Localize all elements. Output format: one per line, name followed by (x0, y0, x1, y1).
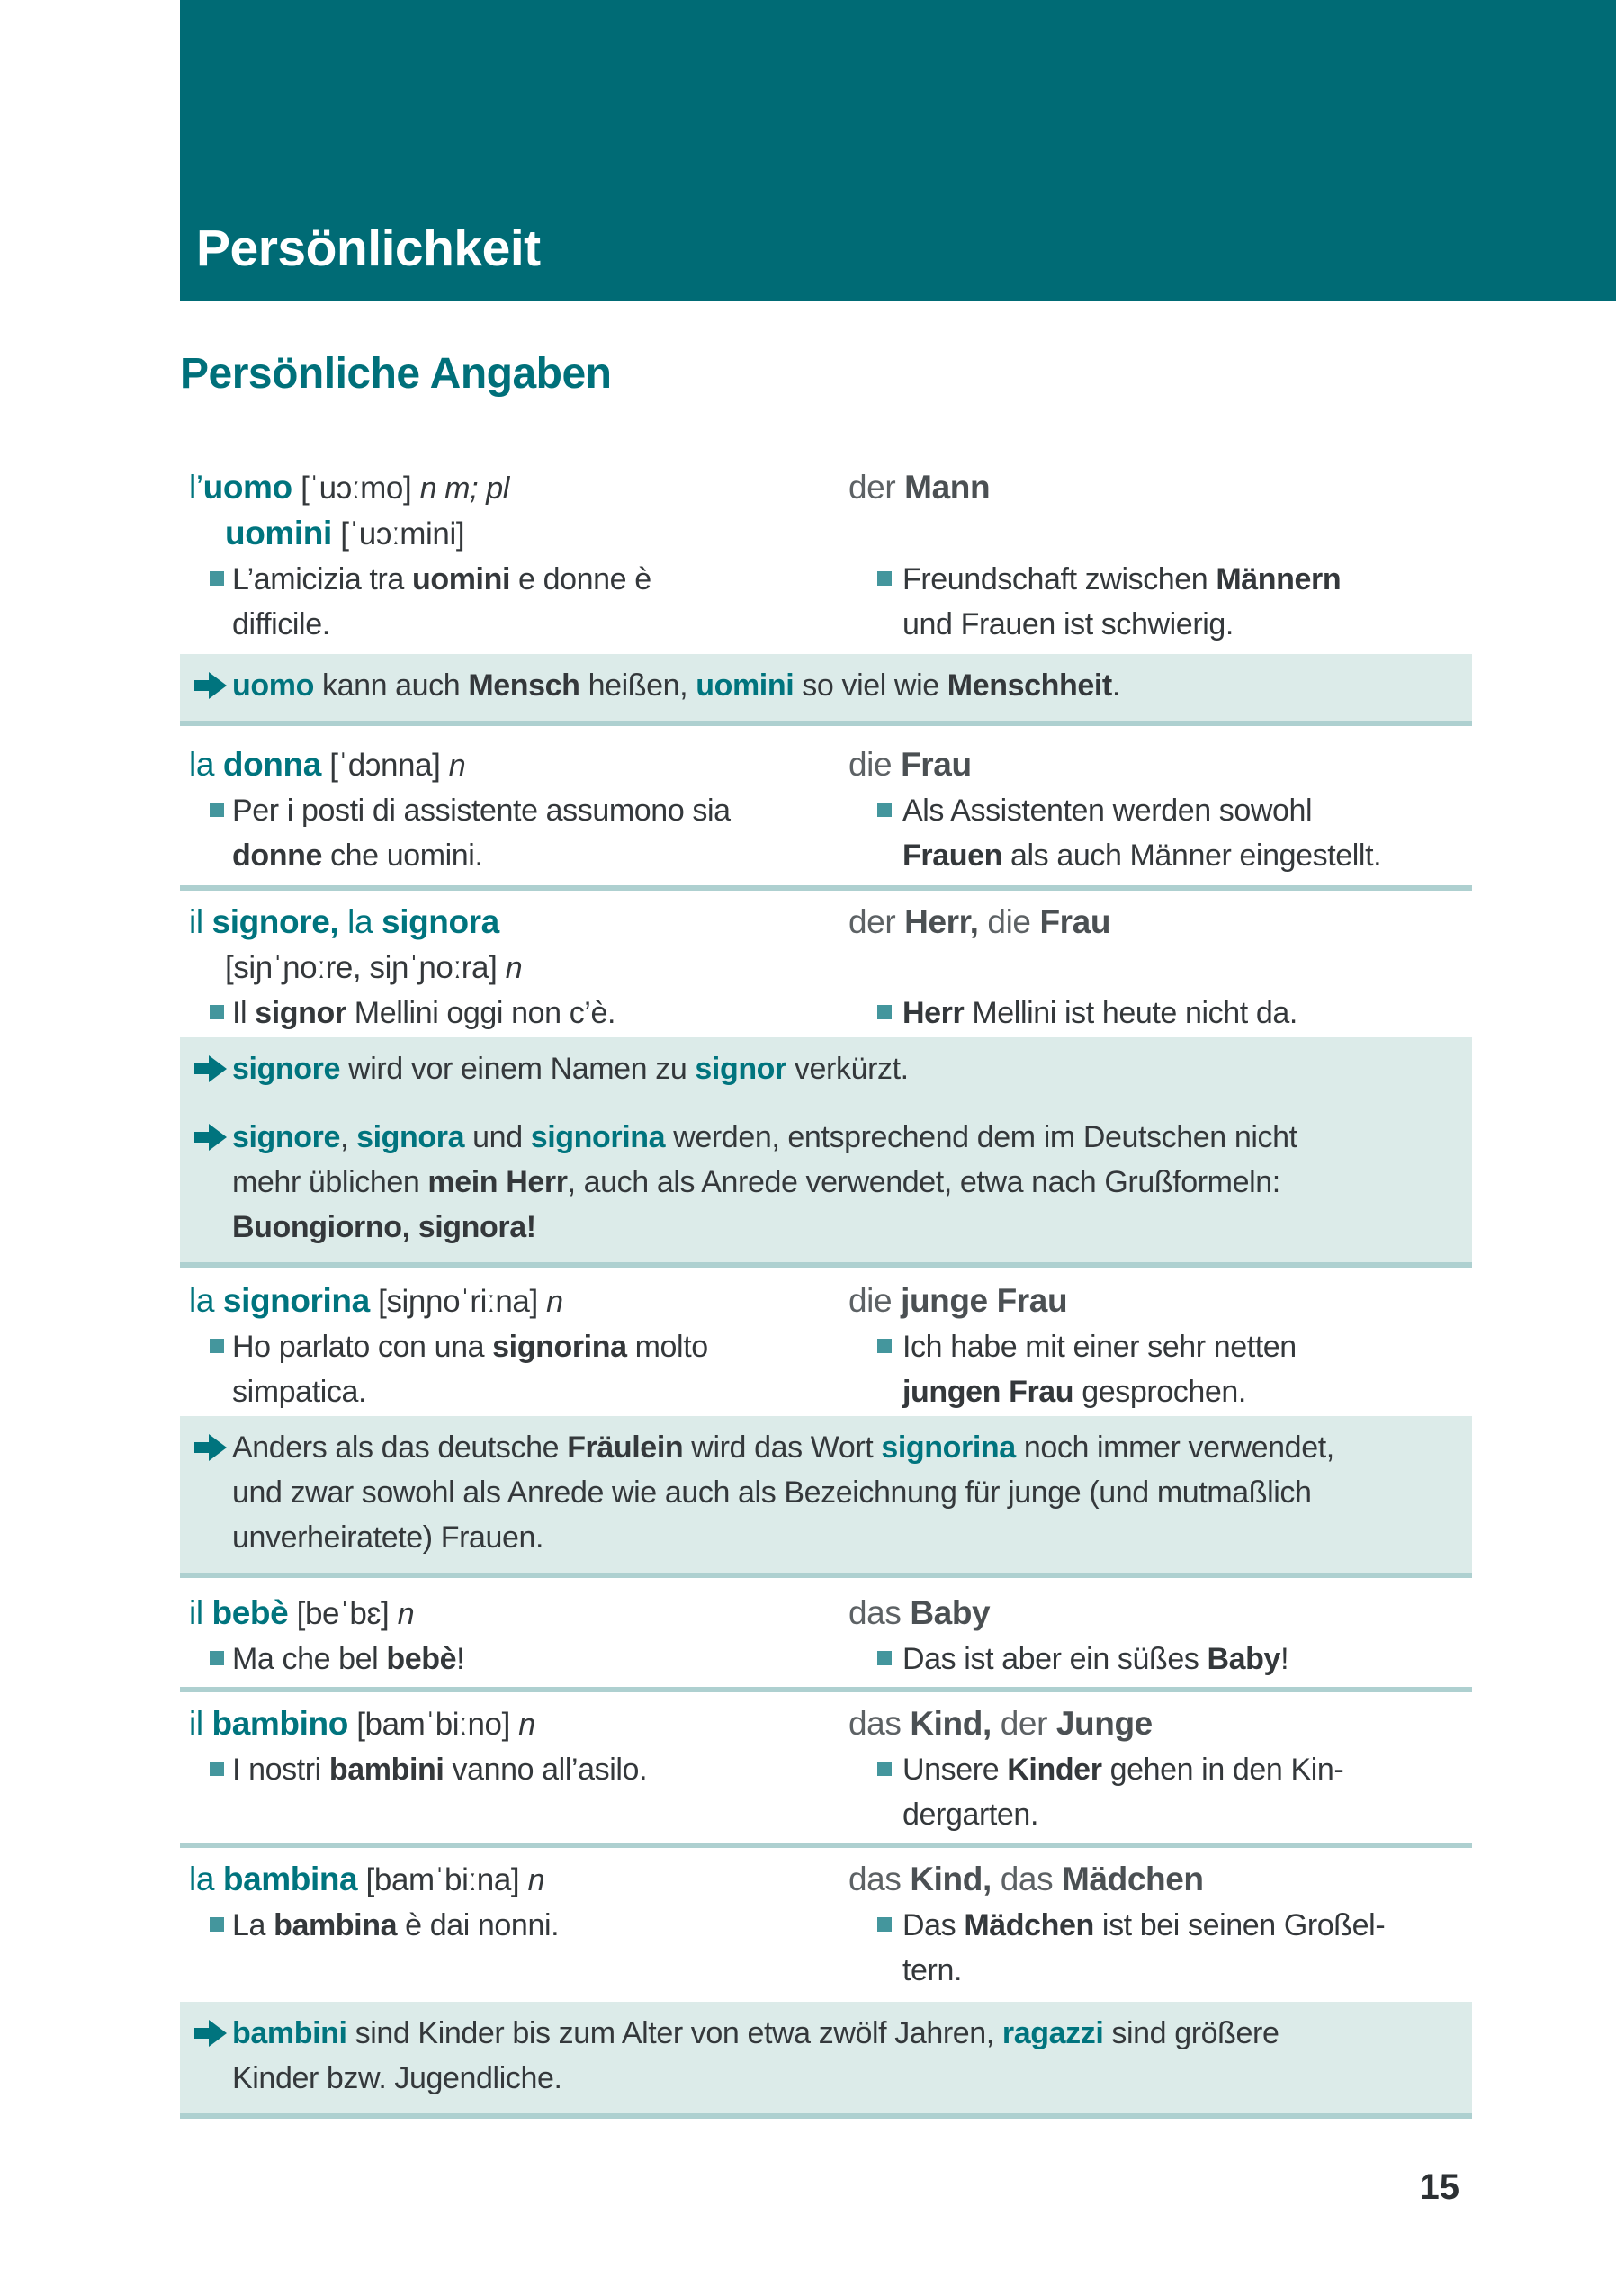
square-bullet-icon (877, 1762, 892, 1776)
example-german: Das ist aber ein süßes Baby! (848, 1637, 1472, 1682)
translation-german: das Baby (848, 1593, 991, 1631)
square-bullet-icon (210, 1917, 224, 1932)
arrow-icon (194, 2020, 227, 2047)
translation-german: das Kind, der Junge (848, 1704, 1153, 1742)
note-box-signorina (180, 1416, 1472, 1578)
example-german: Als Assistenten werden sowohl Frauen als auch Männer eingestellt. (848, 788, 1472, 878)
square-bullet-icon (877, 1339, 892, 1353)
entry-signorina (180, 1278, 1472, 1414)
translation-german: die junge Frau (848, 1281, 1068, 1319)
note-paragraph: signore, signora und signorina werden, entsprechend dem im Deutschen nicht mehr üblichen mein Herr, auch als Anrede verwendet, etwa nach Grußformeln: Buongiorno, signora! (180, 1115, 1454, 1250)
section-title: Persönliche Angaben (180, 350, 612, 398)
chapter-banner (180, 0, 1616, 301)
note-box-signore (180, 1037, 1472, 1268)
arrow-icon (194, 1124, 227, 1151)
entry-bebe (180, 1591, 1472, 1682)
headword-italian: il bambino [bamˈbiːno] n (189, 1704, 535, 1742)
headword-italian: la signorina [siɲɲoˈriːna] n (189, 1281, 563, 1319)
entry-signore (180, 900, 1472, 1036)
example-german: Unsere Kinder gehen in den Kin- dergarten. (848, 1747, 1472, 1837)
translation-german: der Mann (848, 468, 991, 506)
square-bullet-icon (210, 803, 224, 817)
headword-italian: la donna [ˈdɔnna] n (189, 745, 466, 783)
square-bullet-icon (210, 571, 224, 586)
arrow-icon (194, 672, 227, 699)
example-italian: I nostri bambini vanno all’asilo. (180, 1747, 848, 1837)
note-box-uomo (180, 654, 1472, 726)
arrow-icon (194, 1055, 227, 1082)
example-italian: La bambina è dai nonni. (180, 1903, 848, 1993)
square-bullet-icon (210, 1339, 224, 1353)
headword-italian: il signore, la signora [siɲˈɲoːre, siɲˈɲoːra] n (189, 902, 523, 985)
headword-italian: il bebè [beˈbɛ] n (189, 1593, 415, 1631)
square-bullet-icon (210, 1762, 224, 1776)
example-italian: Ho parlato con una signorina molto simpatica. (180, 1324, 848, 1414)
note-paragraph: signore wird vor einem Namen zu signor verkürzt. (180, 1046, 1454, 1091)
example-italian: Ma che bel bebè! (180, 1637, 848, 1682)
page-number: 15 (1419, 2166, 1459, 2207)
square-bullet-icon (877, 1005, 892, 1019)
headword-italian: l’uomo [ˈuɔːmo] n m; pl uomini [ˈuɔːmini] (189, 468, 509, 552)
entry-donna (180, 742, 1472, 878)
example-italian: L’amicizia tra uomini e donne è difficile. (180, 557, 848, 647)
example-italian: Per i posti di assistente assumono sia donne che uomini. (180, 788, 848, 878)
square-bullet-icon (877, 1917, 892, 1932)
entry-divider (180, 1687, 1472, 1692)
translation-german: die Frau (848, 745, 972, 783)
entry-bambina (180, 1857, 1472, 1993)
content-column (180, 301, 1472, 2208)
square-bullet-icon (210, 1651, 224, 1665)
example-german: Herr Mellini ist heute nicht da. (848, 991, 1472, 1036)
entry-uomo (180, 465, 1472, 647)
chapter-title: Persönlichkeit (196, 220, 541, 277)
example-german: Freundschaft zwischen Männern und Frauen ist schwierig. (848, 557, 1472, 647)
example-german: Das Mädchen ist bei seinen Großel- tern. (848, 1903, 1472, 1993)
translation-german: der Herr, die Frau (848, 902, 1111, 940)
square-bullet-icon (210, 1005, 224, 1019)
translation-german: das Kind, das Mädchen (848, 1860, 1204, 1897)
entry-bambino (180, 1701, 1472, 1837)
headword-italian: la bambina [bamˈbiːna] n (189, 1860, 545, 1897)
example-german: Ich habe mit einer sehr netten jungen Frau gesprochen. (848, 1324, 1472, 1414)
entry-divider (180, 885, 1472, 891)
square-bullet-icon (877, 571, 892, 586)
note-paragraph: bambini sind Kinder bis zum Alter von etwa zwölf Jahren, ragazzi sind größere Kinder bzw. Jugendliche. (180, 2011, 1454, 2101)
square-bullet-icon (877, 1651, 892, 1665)
arrow-icon (194, 1434, 227, 1461)
entry-divider (180, 1843, 1472, 1848)
square-bullet-icon (877, 803, 892, 817)
note-paragraph: Anders als das deutsche Fräulein wird das Wort signorina noch immer verwendet, und zwar sowohl als Anrede wie auch als Bezeichnung für junge (und mutmaßlich unverheiratete) Frauen. (180, 1425, 1454, 1560)
note-paragraph: uomo kann auch Mensch heißen, uomini so viel wie Menschheit. (180, 663, 1454, 708)
example-italian: Il signor Mellini oggi non c’è. (180, 991, 848, 1036)
note-box-bambini (180, 2002, 1472, 2119)
